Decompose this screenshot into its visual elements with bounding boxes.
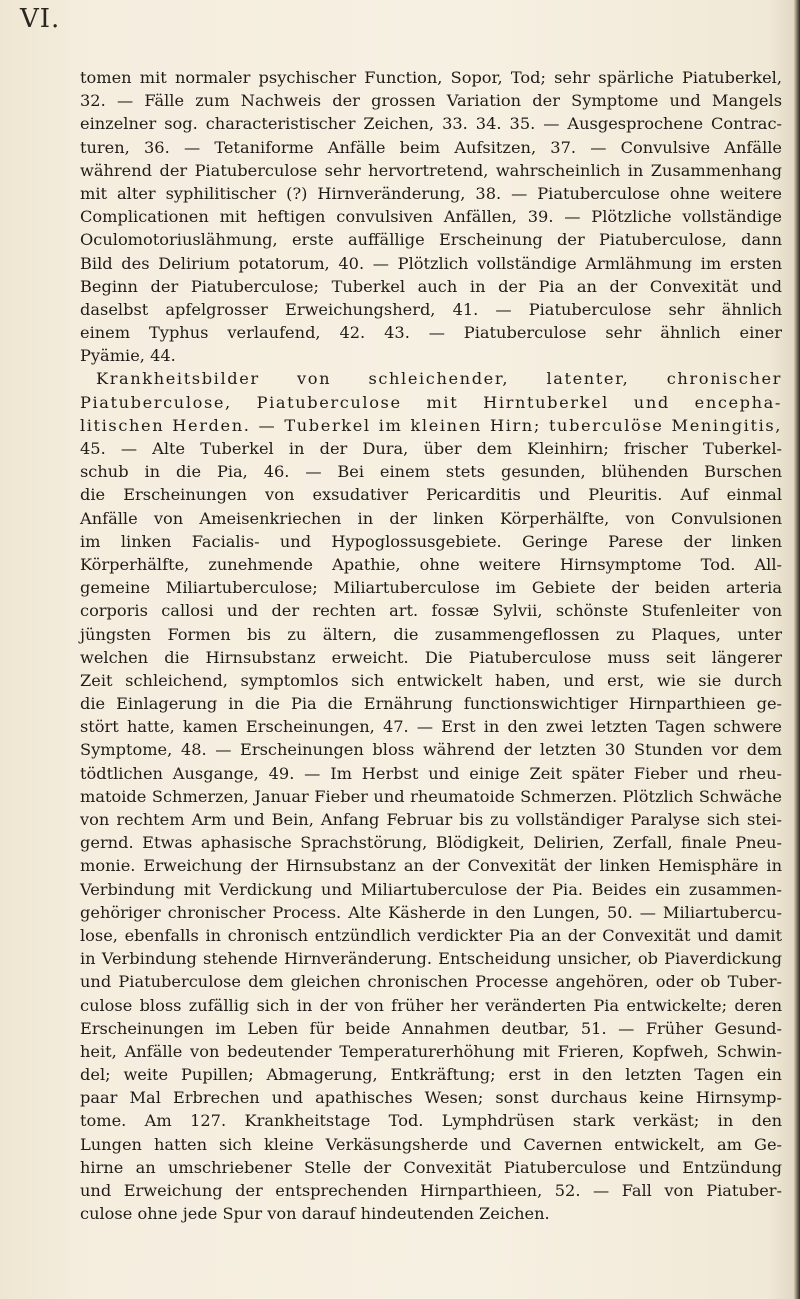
text-line: Anfälle von Ameisenkriechen in der linken Körperhälfte, von Convulsionen <box>80 508 782 528</box>
text-line: in Verbindung stehende Hirnveränderung. Entscheidung unsicher, ob Piaverdickung <box>80 949 782 969</box>
text-line: tödtlichen Ausgange, 49. — Im Herbst und einige Zeit später Fieber und rheu- <box>80 763 782 783</box>
text-line: 45. — Alte Tuberkel in der Dura, über dem Kleinhirn; frischer Tuberkel- <box>80 439 782 458</box>
text-line: matoide Schmerzen, Januar Fieber und rheumatoide Schmerzen. Plötzlich Schwäche <box>80 786 782 806</box>
text-line: die Erscheinungen von exsudativer Pericarditis und Pleuritis. Auf einmal <box>80 485 782 505</box>
text-line: paar Mal Erbrechen und apathisches Wesen; sonst durchaus keine Hirnsymp- <box>80 1088 782 1108</box>
text-line: Lungen hatten sich kleine Verkäsungsherde und Cavernen entwickelt, am Ge- <box>80 1134 782 1154</box>
text-line: lose, ebenfalls in chronisch entzündlich verdickter Pia an der Convexität und damit <box>80 925 782 945</box>
text-line: Bild des Delirium potatorum, 40. — Plötzlich vollständige Armlähmung im ersten <box>80 253 782 273</box>
text-line: gernd. Etwas aphasische Sprachstörung, Blödigkeit, Delirien, Zerfall, finale Pneu- <box>80 833 782 853</box>
text-line: einzelner sog. characteristischer Zeichen, 33. 34. 35. — Ausgesprochene Contrac- <box>80 114 782 134</box>
text-line: Krankheitsbilder von schleichender, latenter, chronischer <box>96 369 782 389</box>
text-line: einem Typhus verlaufend, 42. 43. — Piatuberculose sehr ähnlich einer <box>80 323 782 343</box>
text-line: Körperhälfte, zunehmende Apathie, ohne weitere Hirnsymptome Tod. All- <box>80 554 782 574</box>
text-line: jüngsten Formen bis zu ältern, die zusammengeflossen zu Plaques, unter <box>80 624 782 644</box>
text-line: die Einlagerung in die Pia die Ernährung functionswichtiger Hirnparthieen ge- <box>80 694 782 714</box>
text-line: im linken Facialis- und Hypoglossusgebiete. Geringe Parese der linken <box>80 531 782 551</box>
text-line: und Erweichung der entsprechenden Hirnparthieen, 52. — Fall von Piatuber- <box>80 1181 782 1200</box>
text-line: während der Piatuberculose sehr hervortretend, wahrscheinlich in Zusammenhang <box>80 160 782 180</box>
text-line: Pyämie, 44. <box>80 346 176 366</box>
text-line: corporis callosi und der rechten art. fossæ Sylvii, schönste Stufenleiter von <box>80 601 782 621</box>
text-line: Beginn der Piatuberculose; Tuberkel auch in der Pia an der Convexität und <box>80 276 782 296</box>
text-line: gehöriger chronischer Process. Alte Käsherde in den Lungen, 50. — Miliartubercu- <box>80 902 782 922</box>
text-line: schub in die Pia, 46. — Bei einem stets gesunden, blühenden Burschen <box>80 462 782 482</box>
text-line: culose bloss zufällig sich in der von früher her veränderten Pia entwickelte; deren <box>80 995 782 1015</box>
text-line: Symptome, 48. — Erscheinungen bloss während der letzten 30 Stunden vor dem <box>80 740 782 760</box>
page-number: VI. <box>20 4 61 34</box>
text-line: Piatuberculose, Piatuberculose mit Hirntuberkel und encepha- <box>80 392 782 412</box>
text-line: und Piatuberculose dem gleichen chronischen Processe angehören, oder ob Tuber- <box>80 972 782 992</box>
text-line: tomen mit normaler psychischer Function, Sopor, Tod; sehr spärliche Piatuberkel, <box>80 68 782 87</box>
text-line: litischen Herden. — Tuberkel im kleinen Hirn; tuberculöse Meningitis, <box>80 415 782 435</box>
text-line: von rechtem Arm und Bein, Anfang Februar bis zu vollständiger Paralyse sich stei- <box>80 810 782 829</box>
text-line: turen, 36. — Tetaniforme Anfälle beim Aufsitzen, 37. — Convulsive Anfälle <box>80 137 782 157</box>
text-line: Erscheinungen im Leben für beide Annahmen deutbar, 51. — Früher Gesund- <box>80 1018 782 1038</box>
text-line: 32. — Fälle zum Nachweis der grossen Variation der Symptome und Mangels <box>80 91 782 111</box>
text-line: tome. Am 127. Krankheitstage Tod. Lymphdrüsen stark verkäst; in den <box>80 1111 782 1131</box>
text-line: Verbindung mit Verdickung und Miliartuberculose der Pia. Beides ein zusammen- <box>80 879 782 899</box>
text-line: daselbst apfelgrosser Erweichungsherd, 41. — Piatuberculose sehr ähnlich <box>80 299 782 319</box>
text-line: Zeit schleichend, symptomlos sich entwickelt haben, und erst, wie sie durch <box>80 670 782 690</box>
text-line: welchen die Hirnsubstanz erweicht. Die Piatuberculose muss seit längerer <box>80 647 782 667</box>
text-line: culose ohne jede Spur von darauf hindeutenden Zeichen. <box>80 1204 550 1224</box>
text-line: gemeine Miliartuberculose; Miliartuberculose im Gebiete der beiden arteria <box>80 578 782 598</box>
text-line: Complicationen mit heftigen convulsiven Anfällen, 39. — Plötzliche vollständige <box>80 207 782 227</box>
text-line: Oculomotoriuslähmung, erste auffällige Erscheinung der Piatuberculose, dann <box>80 230 782 250</box>
text-line: stört hatte, kamen Erscheinungen, 47. — Erst in den zwei letzten Tagen schwere <box>80 717 782 737</box>
text-line: monie. Erweichung der Hirnsubstanz an der Convexität der linken Hemisphäre in <box>80 856 782 876</box>
text-line: del; weite Pupillen; Abmagerung, Entkräftung; erst in den letzten Tagen ein <box>80 1065 782 1085</box>
page-edge <box>794 0 800 1299</box>
text-line: mit alter syphilitischer (?) Hirnveränderung, 38. — Piatuberculose ohne weitere <box>80 183 782 203</box>
text-line: hirne an umschriebener Stelle der Convexität Piatuberculose und Entzündung <box>80 1157 782 1177</box>
text-line: heit, Anfälle von bedeutender Temperaturerhöhung mit Frieren, Kopfweh, Schwin- <box>80 1041 782 1061</box>
body-text <box>80 66 782 1225</box>
